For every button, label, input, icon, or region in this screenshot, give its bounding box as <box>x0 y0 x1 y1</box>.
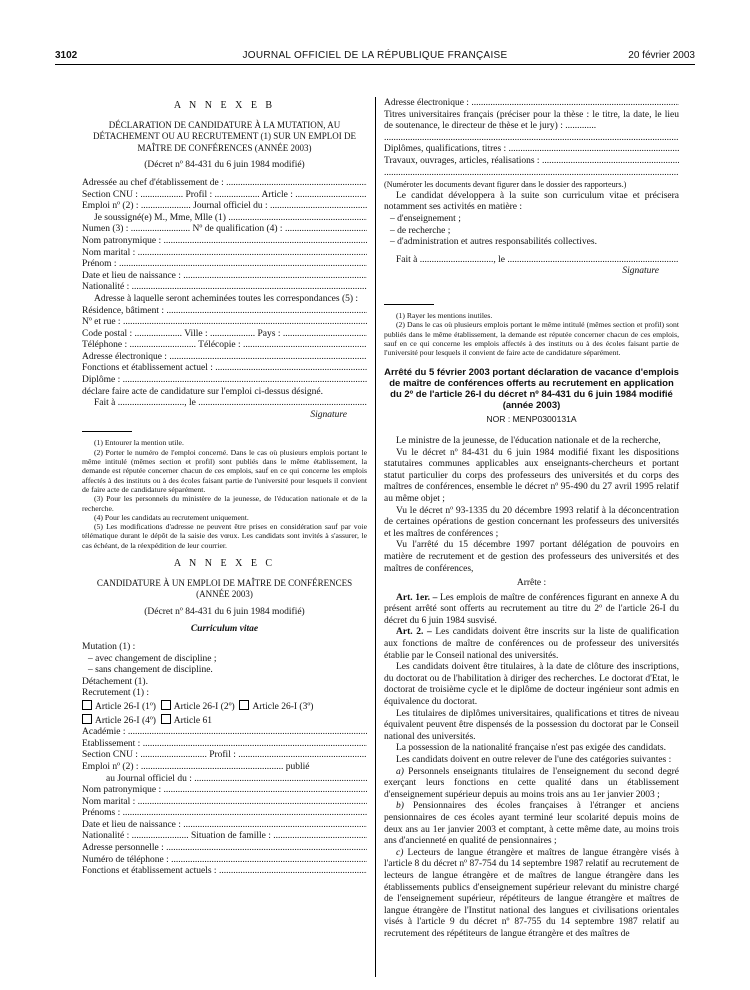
left-column <box>82 98 367 878</box>
paragraph: Vu le décret nº 84-431 du 6 juin 1984 modifié fixant les dispositions statutaires communes applicables aux enseignants-chercheurs et portant statut particulier du corps des professeurs des universités et du corps des maîtres de conférences, ensemble le décret nº 95-490 du 27 avril 1995 relatif au même objet ; <box>384 447 679 504</box>
annexe-c-decree: (Décret nº 84-431 du 6 juin 1984 modifié) <box>144 606 305 617</box>
field-line: Nº et rue : ..... <box>82 317 367 329</box>
field-line: Fonctions et établissement actuels : ..... <box>82 866 367 878</box>
field-line: Nom patronymique : ..... <box>82 236 367 248</box>
cv-intro: Le candidat développera à la suite son curriculum vitae et précisera notamment ses activités en matière : <box>384 190 679 213</box>
article-text: Les candidats doivent être inscrits sur la liste de qualification aux fonctions de maître de conférences ou de professeur des universités établie par le Conseil national des universités. <box>384 627 679 661</box>
checkbox-label: Article 26-I (1º) <box>95 701 156 712</box>
signature-label: Signature <box>622 266 659 277</box>
checkbox-label: Article 26-I (4º) <box>95 715 156 726</box>
journal-title: JOURNAL OFFICIEL DE LA RÉPUBLIQUE FRANÇAISE <box>242 50 508 61</box>
article-text: Les emplois de maître de conférences figurant en annexe A du présent arrêté sont offerts au recrutement au titre du 2º de l'article 26-I du décret du 6 juin 1984 susvisé. <box>384 592 679 626</box>
field-line: Section CNU : .................. Profil : ................... Article : ..... <box>82 190 367 202</box>
field-line: Nom patronymique : ..... <box>82 785 367 797</box>
checkbox-article-26-1-3[interactable] <box>239 700 249 710</box>
item-text: Personnels enseignants titulaires de l'enseignement du second degré exerçant leurs fonctions en cette qualité dans un établissement d'enseignement supérieur depuis au moins trois ans au 1er janvier 2003 ; <box>384 766 679 800</box>
annexe-c-title: CANDIDATURE À UN EMPLOI DE MAÎTRE DE CONFÉRENCES (ANNÉE 2003) <box>96 577 353 600</box>
paragraph: Les candidats doivent en outre relever de l'une des catégories suivantes : <box>396 755 672 766</box>
field-line: Prénoms : ..... <box>82 808 367 820</box>
footnote-separator <box>384 304 434 305</box>
field-line: Diplôme : ..... <box>82 375 367 387</box>
field-line: Adresse électronique : ..... <box>82 352 367 364</box>
articles-row <box>82 700 367 714</box>
footnote: (2) Dans le cas où plusieurs emplois portant le même intitulé (mêmes section et profil) sont publiés dans le même établissement, la demande est réputée concerner chacun de ces emplois, sauf en ce qui concerne les emplois affectés à des instituts ou à des écoles faisant partie de l'université pour lesquels il convient de faire acte de candidature séparément. <box>384 320 679 358</box>
field-line: Nationalité : ..... <box>82 282 367 294</box>
article-label: Art. 2. – <box>396 627 432 638</box>
annexe-b-decree: (Décret nº 84-431 du 6 juin 1984 modifié) <box>144 160 305 171</box>
paragraph: Vu le décret nº 93-1335 du 20 décembre 1993 relatif à la déconcentration de certaines opérations de gestion concernant les professeurs des universités et les maîtres de conférences ; <box>384 505 679 539</box>
cv-item: – d'enseignement ; <box>390 213 461 224</box>
footnote: (1) Rayer les mentions inutiles. <box>396 310 493 320</box>
mutation-label: Mutation (1) : <box>82 641 136 652</box>
footnote: (5) Les modifications d'adresse ne peuvent être prises en considération sauf par voie télématique durant le dépôt de la saisie des vœux. Les candidats sont invités à s'assurer, le cas échéant, de la réexpédition de leur courrier. <box>82 522 367 550</box>
cv-item: – de recherche ; <box>390 225 451 236</box>
field-line: Nationalité : ........................ Situation de famille : ..... <box>82 831 367 843</box>
fait-a-line: Fait à ..............................., le ..... <box>384 255 679 267</box>
field-line <box>384 168 679 180</box>
article-1 <box>384 593 679 628</box>
paragraph: Les candidats doivent être titulaires, à la date de clôture des inscriptions, du doctorat ou de l'habilitation à diriger des recherches. Le doctorat d'Etat, le doctorat de troisième cycle et le diplôme de docteur ingénieur sont admis en équivalence du doctorat. <box>384 662 679 708</box>
recrutement-label: Recrutement (1) : <box>82 688 150 699</box>
emploi-line-2: au Journal officiel du : ..... <box>82 774 367 786</box>
field-line: Emploi nº (2) : ..................... Journal officiel du : ..... <box>82 201 367 213</box>
field-line: Date et lieu de naissance : ..... <box>82 271 367 283</box>
emploi-line: Emploi nº (2) : ............................................................ publié <box>82 761 310 772</box>
field-line: Travaux, ouvrages, articles, réalisations : ..... <box>384 156 679 168</box>
page-number: 3102 <box>55 50 78 61</box>
signature-label: Signature <box>310 409 347 420</box>
paragraph: Vu l'arrêté du 15 décembre 1997 portant délégation de pouvoirs en matière de recrutement et de gestion des professeurs des universités et des maîtres de conférences, <box>384 540 679 574</box>
field-line: Etablissement : ..... <box>82 739 367 751</box>
mutation-option: – sans changement de discipline. <box>88 665 213 676</box>
footnote: (4) Pour les candidats au recrutement uniquement. <box>94 512 249 522</box>
checkbox-article-26-1-4[interactable] <box>82 714 92 724</box>
paragraph: La possession de la nationalité française n'est pas exigée des candidats. <box>396 743 666 754</box>
field-line: Numéro de téléphone : ..... <box>82 855 367 867</box>
field-line: Je soussigné(e) M., Mme, Mlle (1) ..... <box>82 213 367 225</box>
field-line: Code postal : .................... Ville : ................... Pays : ..... <box>82 329 367 341</box>
nor-reference: NOR : MENP0300131A <box>486 414 577 425</box>
detachement-label: Détachement (1). <box>82 676 148 687</box>
annexe-c-heading: A N N E X E C <box>173 558 276 569</box>
category-c <box>384 848 679 941</box>
arrete-title: Arrêté du 5 février 2003 portant déclaration de vacance d'emplois de maître de conférences offerts au recrutement en application du 2º de l'article 26-I du décret nº 84-431 du 6 juin 1984 modifié (année 2003) <box>384 367 679 412</box>
checkbox-article-26-1-2[interactable] <box>161 700 171 710</box>
field-line: Numen (3) : ......................... Nº de qualification (4) : ..... <box>82 224 367 236</box>
item-text: Pensionnaires des écoles françaises à l'étranger et anciens pensionnaires de ces écoles ayant terminé leur scolarité depuis moins de deux ans au 1er janvier 2003 et comptant, à cette même date, au moins trois ans d'ancienneté en qualité de pensionnaires ; <box>384 801 680 847</box>
field-line: Adresse personnelle : ..... <box>82 843 367 855</box>
documents-note: (Numéroter les documents devant figurer dans le dossier des rapporteurs.) <box>384 180 627 190</box>
field-line: Fonctions et établissement actuel : ..... <box>82 363 367 375</box>
field-line: Adressée au chef d'établissement de : ..... <box>82 178 367 190</box>
annexe-b-title: DÉCLARATION DE CANDIDATURE À LA MUTATION, AU DÉTACHEMENT OU AU RECRUTEMENT (1) SUR UN EMPLOI DE MAÎTRE DE CONFÉRENCES (ANNÉE 2003) <box>93 119 356 153</box>
column-divider <box>375 97 376 977</box>
item-label: c) <box>396 847 404 858</box>
item-label: b) <box>396 801 404 812</box>
checkbox-label: Article 26-I (3º) <box>252 701 314 712</box>
field-line: Adresse électronique : ..... <box>384 98 679 110</box>
articles-row <box>82 714 367 728</box>
field-line: Téléphone : ............................ Télécopie : ..... <box>82 340 367 352</box>
field-line <box>384 133 679 145</box>
cv-subtitle: Curriculum vitae <box>190 624 259 635</box>
paragraph: Le ministre de la jeunesse, de l'éducation nationale et de la recherche, <box>396 435 661 446</box>
field-line: Titres universitaires français (préciser pour la thèse : le titre, la date, le lieu de soutenance, le directeur de thèse et le jury) : ............. <box>384 109 679 132</box>
footnote-separator <box>82 431 132 432</box>
field-line: Diplômes, qualifications, titres : ..... <box>384 144 679 156</box>
checkbox-label: Article 26-I (2º) <box>173 701 235 712</box>
annexe-b-footnotes <box>82 438 367 550</box>
field-line: Prénom : ..... <box>82 259 367 271</box>
category-a <box>384 767 679 802</box>
declaration-line: déclare faire acte de candidature sur l'emploi ci-dessus désigné. <box>82 386 323 397</box>
category-b <box>384 801 679 847</box>
right-column <box>384 98 679 941</box>
field-line: Adresse à laquelle seront acheminées toutes les correspondances (5) : <box>94 293 359 304</box>
footnote: (1) Entourer la mention utile. <box>94 438 184 448</box>
field-line: Date et lieu de naissance : ..... <box>82 820 367 832</box>
mutation-option: – avec changement de discipline ; <box>88 653 217 664</box>
cv-item: – d'administration et autres responsabilités collectives. <box>390 237 597 248</box>
article-2 <box>384 627 679 662</box>
arrete-word: Arrête : <box>516 578 547 589</box>
publication-date: 20 février 2003 <box>628 50 695 61</box>
field-line: Section CNU : ............................ Profil : ..... <box>82 750 367 762</box>
paragraph: Les titulaires de diplômes universitaires, qualifications et titres de niveau équivalent peuvent être dispensés de la possession du doctorat par le Conseil national des universités. <box>384 708 679 742</box>
item-text: Lecteurs de langue étrangère et maîtres de langue étrangère visés à l'article 8 du décret nº 87-754 du 14 septembre 1987 relatif au recrutement de lecteurs de langue étrangère et de maîtres de langue étrangère dans les établissements publics d'enseignement supérieur relevant du ministre chargé de l'enseignement supérieur, répétiteurs de langue étrangère et maîtres de langue étrangère de l'Institut national des langues et civilisations orientales visés à l'article 9 du décret nº 87-755 du 14 septembre 1987 relatif au recrutement des répétiteurs de langue étrangère et des maîtres de <box>384 847 680 939</box>
checkbox-article-26-1-1[interactable] <box>82 700 92 710</box>
annexe-b-heading: A N N E X E B <box>173 100 276 111</box>
header-rule <box>55 64 695 65</box>
checkbox-article-61[interactable] <box>161 714 171 724</box>
annexe-c-footnotes <box>384 311 679 357</box>
footnote: (2) Porter le numéro de l'emploi concerné. Dans le cas où plusieurs emplois portant le même intitulé (mêmes section et profil) sont publiés dans le même établissement, la demande est réputée concerner chacun de ces emplois, sauf en ce qui concerne les emplois affectés à des instituts ou à des écoles faisant partie de l'université pour lesquels il convient de faire acte de candidature séparément. <box>82 447 367 494</box>
fait-a-line: Fait à ............................, le ..... <box>82 398 367 410</box>
checkbox-label: Article 61 <box>173 715 212 726</box>
field-line: Nom marital : ..... <box>82 248 367 260</box>
field-line: Académie : ..... <box>82 727 367 739</box>
footnote: (3) Pour les personnels du ministère de la jeunesse, de l'éducation nationale et de la recherche. <box>82 494 367 513</box>
article-label: Art. 1er. – <box>396 592 438 603</box>
field-line: Résidence, bâtiment : ..... <box>82 306 367 318</box>
field-line: Nom marital : ..... <box>82 797 367 809</box>
item-label: a) <box>396 766 404 777</box>
annexe-b-fields <box>82 178 367 410</box>
